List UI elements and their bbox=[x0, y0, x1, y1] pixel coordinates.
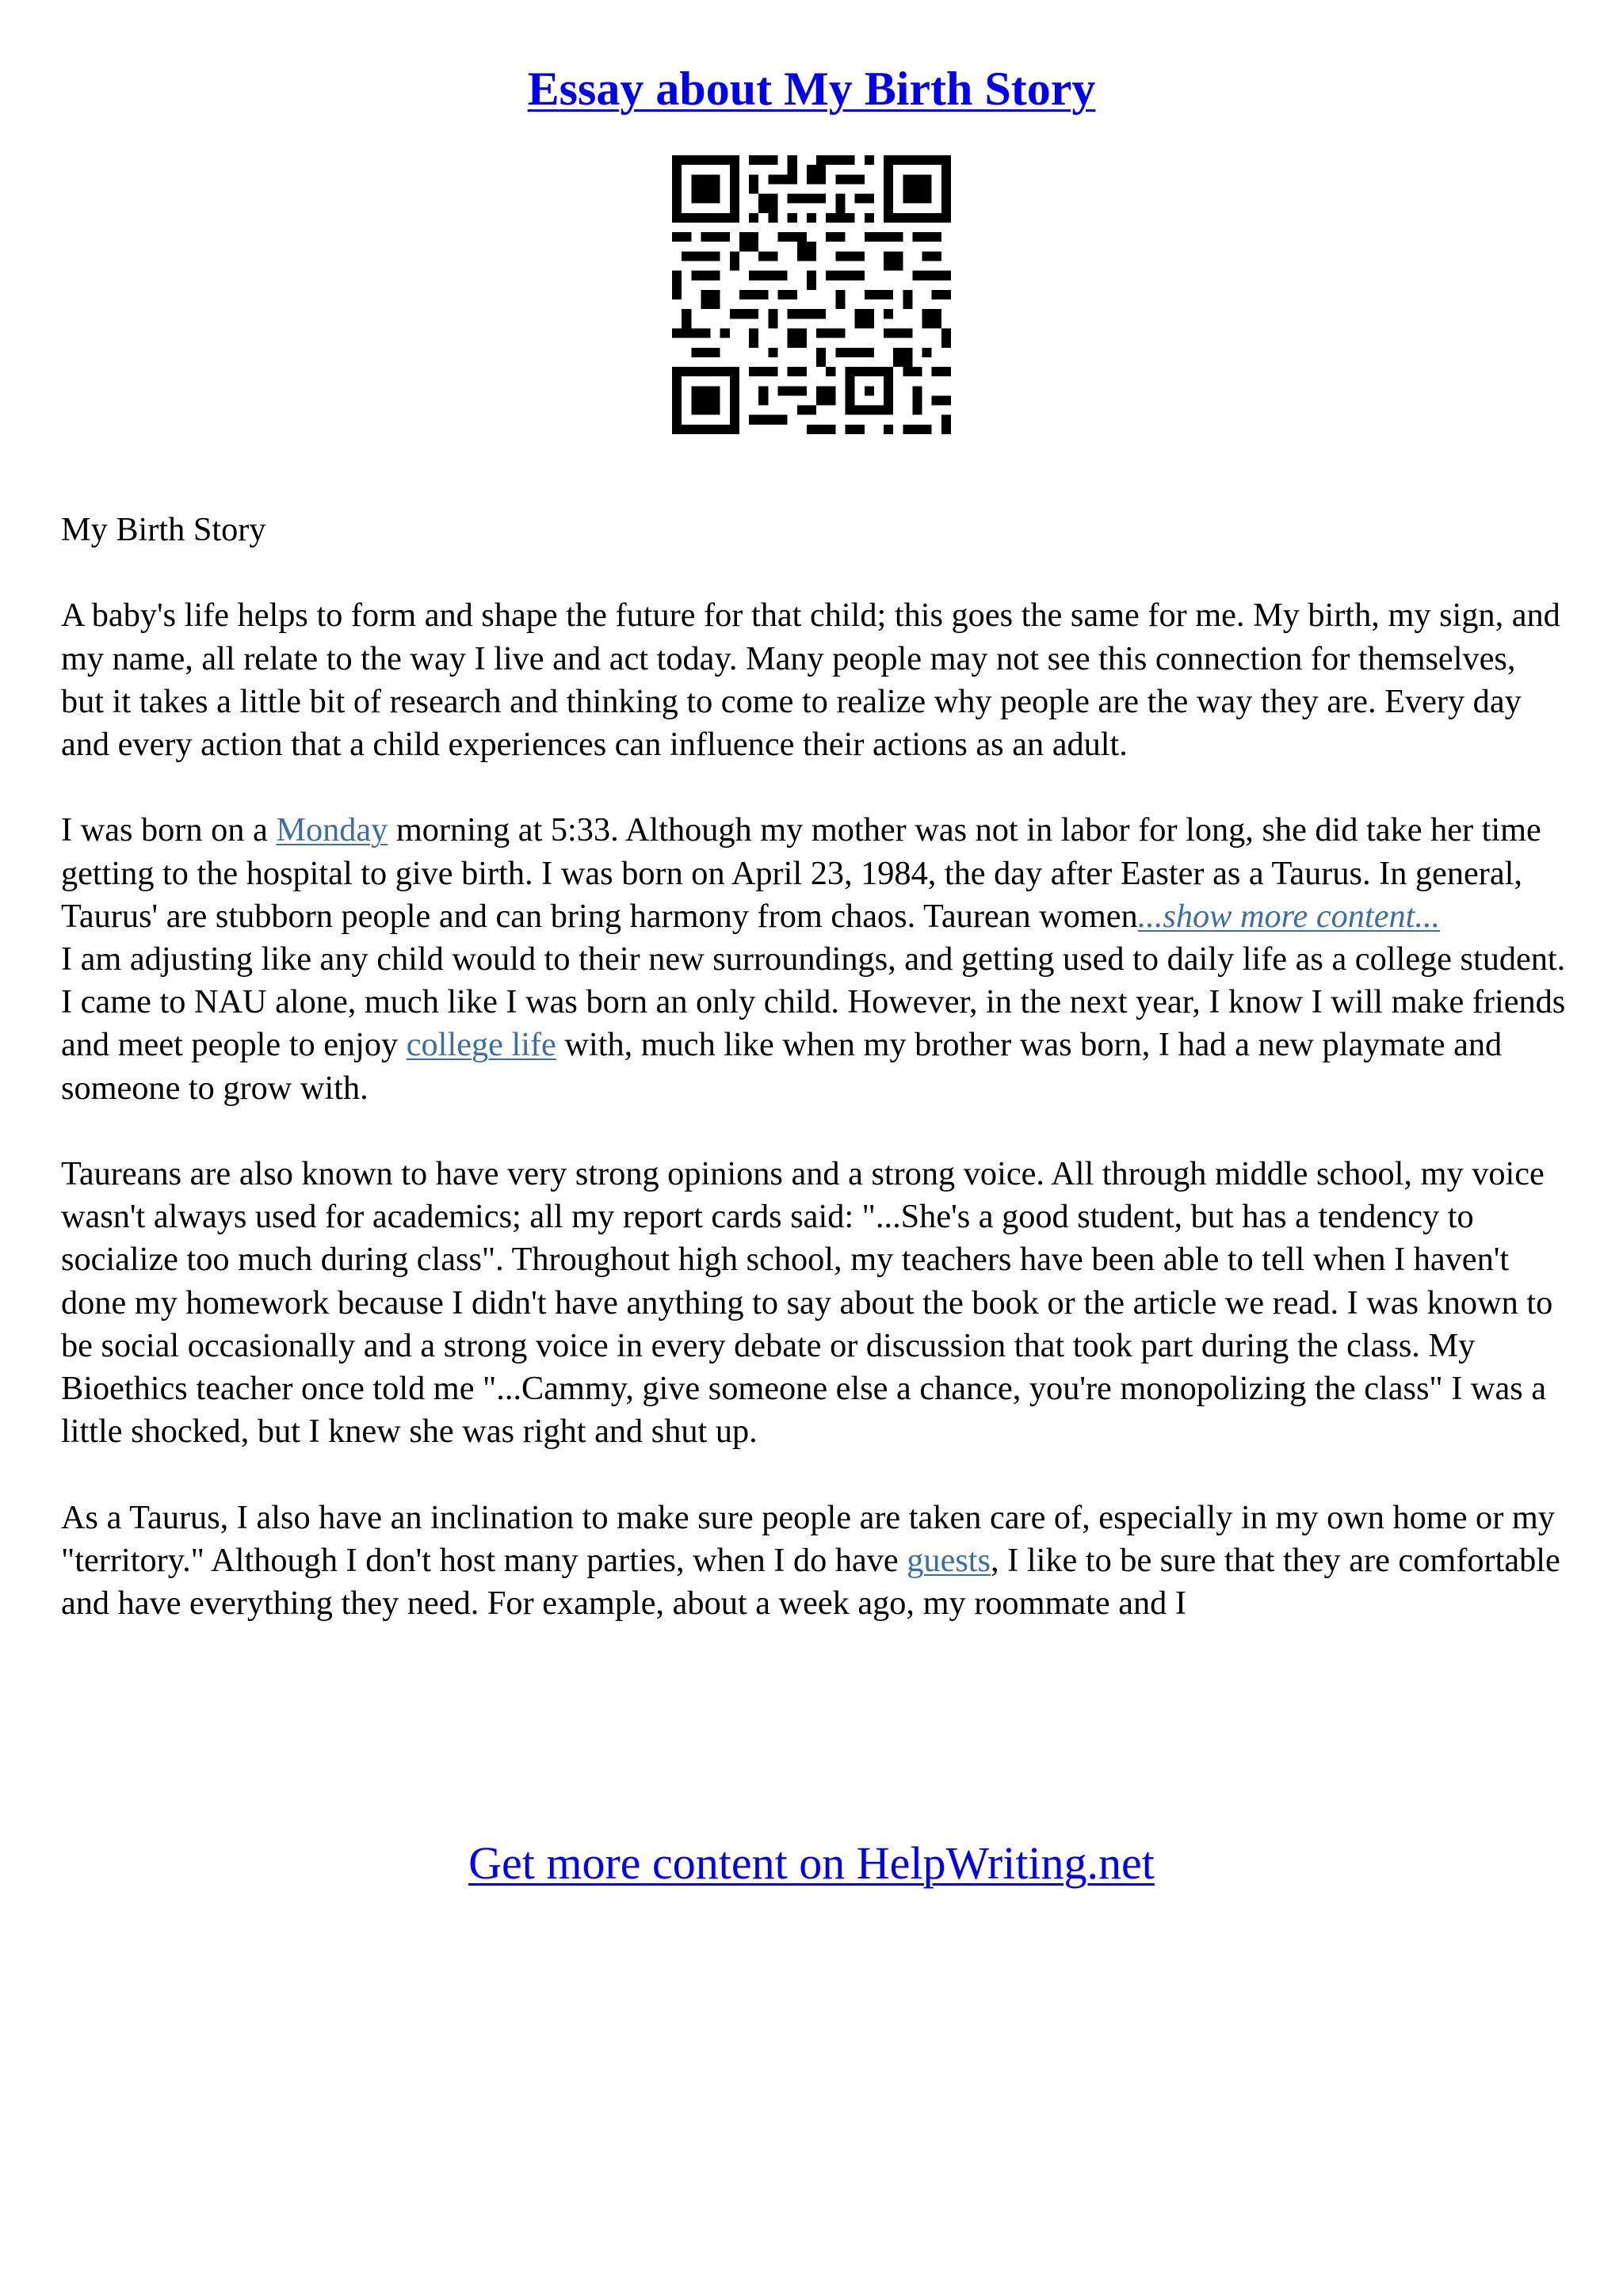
show-more-link[interactable]: ...show more content... bbox=[1137, 897, 1441, 935]
paragraph-territory: As a Taurus, I also have an inclination to make sure people are taken care of, especially in my own home or my "territory." Although I don't host many parties, when I do have guests, I like to be sure that they are comfortable and have everything they need. For example, about a week ago, my roommate and I bbox=[61, 1498, 1560, 1623]
get-more-content-link[interactable]: Get more content on HelpWriting.net bbox=[468, 1837, 1155, 1889]
college-life-link[interactable]: college life bbox=[406, 1026, 556, 1064]
paragraph-adjusting: I am adjusting like any child would to their new surroundings, and getting used to daily life as a college student. I came to NAU alone, much like I was born an only child. However, in the next year, I know I will make friends and meet people to enjoy college life with, much like when my brother was born, I had a new playmate and someone to grow with. bbox=[61, 940, 1566, 1107]
paragraph-opinions: Taureans are also known to have very strong opinions and a strong voice. All through middle school, my voice wasn't always used for academics; all my report cards said: "...She's a good student, but has a tendency to socialize too much during class". Throughout high school, my teachers have been able to tell when I haven't done my homework because I didn't have anything to say about the book or the article we read. I was known to be social occasionally and a strong voice in every debate or discussion that took part during the class. My Bioethics teacher once told me "...Cammy, give someone else a chance, you're monopolizing the class" I was a little shocked, but I knew she was right and shut up. bbox=[61, 1155, 1553, 1451]
essay-body bbox=[61, 509, 1567, 1625]
paragraph-birth: I was born on a Monday morning at 5:33. Although my mother was not in labor for long, she did take her time getting to the hospital to give birth. I was born on April 23, 1984, the day after Easter as a Taurus. In general, Taurus' are stubborn people and can bring harmony from chaos. Taurean women...show more content... bbox=[61, 811, 1541, 935]
page-title bbox=[0, 59, 1623, 119]
qr-code-icon bbox=[672, 155, 951, 434]
paragraph-intro: A baby's life helps to form and shape the future for that child; this goes the same for me. My birth, my sign, and my name, all relate to the way I live and act today. Many people may not see this connection for themselves, but it takes a little bit of research and thinking to come to realize why people are the way they are. Every day and every action that a child experiences can influence their actions as an adult. bbox=[61, 597, 1560, 763]
title-link[interactable]: Essay about My Birth Story bbox=[527, 63, 1096, 115]
monday-link[interactable]: Monday bbox=[276, 811, 388, 849]
footer bbox=[0, 1835, 1623, 1892]
guests-link[interactable]: guests bbox=[907, 1541, 991, 1579]
essay-heading: My Birth Story bbox=[61, 511, 266, 548]
